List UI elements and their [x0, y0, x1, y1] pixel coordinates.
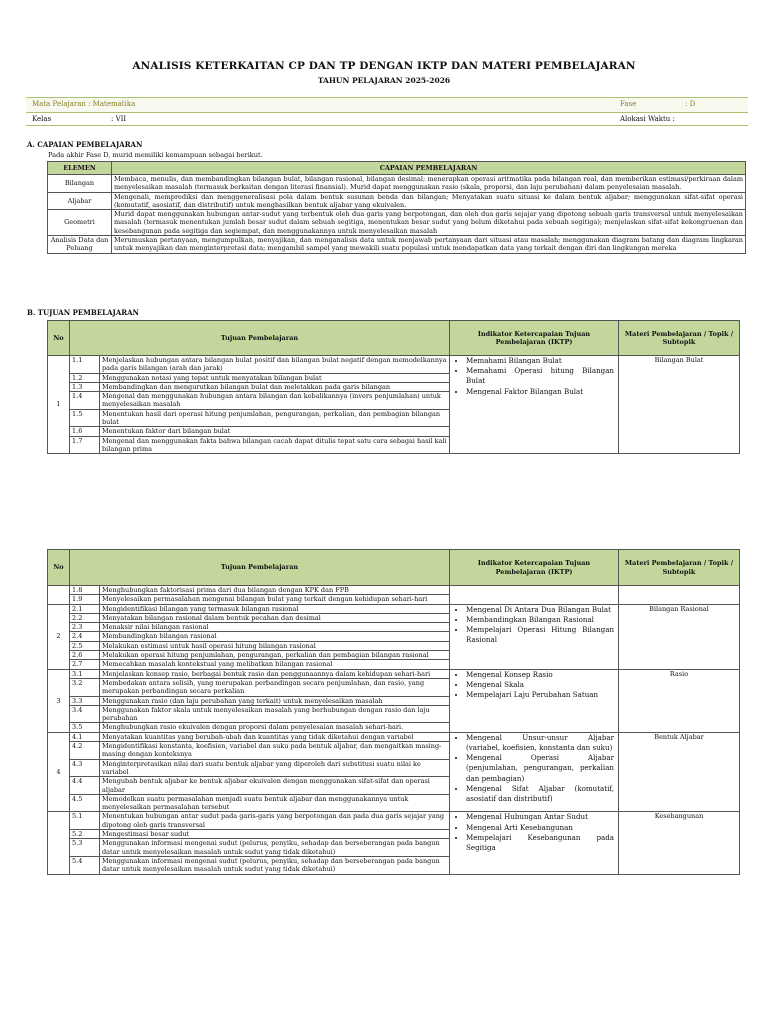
iktp-item: • Mengenal Konsep Rasio — [466, 670, 614, 680]
tp-number: 1.7 — [70, 436, 100, 454]
tp-text: Memodelkan suatu permasalahan menjadi suatu bentuk aljabar dan menggunakannya untuk menyelesaikan permasalahan tersebut — [100, 794, 450, 812]
cp-elemen: Geometri — [48, 210, 112, 236]
tp-header-no: No — [48, 550, 70, 586]
tp-number: 1.1 — [70, 356, 100, 374]
tp-text: Menggunakan faktor skala untuk menyelesaikan masalah yang berhubungan dengan rasio dan laju perubahan — [100, 705, 450, 723]
iktp-item: • Mempelajari Kesebangunan pada Segitiga — [466, 833, 614, 853]
tp-number: 1.5 — [70, 409, 100, 427]
materi-cell: Kesebangunan — [619, 812, 740, 874]
iktp-item: • Memahami Operasi hitung Bilangan Bulat — [466, 366, 614, 386]
tp-number: 4.5 — [70, 794, 100, 812]
tp-number: 2.7 — [70, 660, 100, 669]
tp-text: Menentukan hasil dari operasi hitung penjumlahan, pengurangan, perkalian, dan pembagian bilangan bulat — [100, 409, 450, 427]
tp-text: Menentukan faktor dari bilangan bulat — [100, 427, 450, 436]
tp-text: Menggunakan informasi mengenai sudut (pelurus, penyiku, sehadap dan berseberangan pada bangun datar untuk menyelesaikan masalah untuk sudut yang tidak diketahui) — [100, 839, 450, 857]
tp-table-1 — [47, 320, 740, 454]
tp-text: Melakukan estimasi untuk hasil operasi hitung bilangan rasional — [100, 641, 450, 650]
tp-text: Menginterpretasikan nilai dari suatu bentuk aljabar yang diperoleh dari substitusi suatu nilai ke variabel — [100, 759, 450, 777]
tp-text: Mengenal dan menggunakan fakta bahwa bilangan cacah dapat ditulis tepat satu cara sebagai hasil kali bilangan prima — [100, 436, 450, 454]
tp-text: Mengidentifikasi bilangan yang termasuk bilangan rasional — [100, 604, 450, 613]
cp-table — [47, 161, 746, 254]
cp-description: Mengenali, memprediksi dan menggeneralisasi pola dalam bentuk susunan benda dan bilangan; Menyatakan suatu situasi ke dalam bentuk aljabar; menggunakan sifat-sifat operasi (komutatif, asosiatif, dan distributif) untuk menghasilkan bentuk aljabar yang ekuivalen. — [112, 192, 746, 210]
section-a-intro: Pada akhir Fase D, murid memiliki kemampuan sebagai berikut. — [48, 151, 263, 159]
cp-description: Merumuskan pertanyaan, mengumpulkan, menyajikan, dan menganalisis data untuk menjawab pertanyaan dari situasi atau masalah; menggunakan diagram batang dan diagram lingkaran untuk menyajikan dan menginterpretasi data; mengambil sampel yang mewakili suatu populasi untuk mendapatkan data yang terkait dengan diri dan lingkungan mereka — [112, 236, 746, 254]
iktp-item: • Mengenal Arti Kesebangunan — [466, 823, 614, 833]
class-label: Kelas — [32, 115, 52, 123]
iktp-item: • Mengenal Sifat Aljabar (komutatif, asosiatif dan distributif) — [466, 784, 614, 804]
tp-number: 3.5 — [70, 723, 100, 732]
materi-cell — [619, 586, 740, 605]
tp-text: Mengubah bentuk aljabar ke bentuk aljabar ekuivalen dengan menggunakan sifat-sifat dan operasi aljabar — [100, 777, 450, 795]
tp-header-materi: Materi Pembelajaran / Topik / Subtopik — [619, 321, 740, 356]
tp-number: 2.6 — [70, 651, 100, 660]
section-b-heading: B. TUJUAN PEMBELAJARAN — [27, 308, 139, 317]
tp-text: Menjelaskan konsep rasio, berbagai bentuk rasio dan penggunaannya dalam kehidupan sehari-hari — [100, 669, 450, 678]
tp-row — [48, 356, 740, 374]
iktp-item: • Mengenal Faktor Bilangan Bulat — [466, 387, 614, 397]
materi-cell: Bilangan Bulat — [619, 356, 740, 454]
tp-number: 4.1 — [70, 732, 100, 741]
tp-number: 2.1 — [70, 604, 100, 613]
tp-number: 5.2 — [70, 830, 100, 839]
tp-number: 1.9 — [70, 595, 100, 604]
materi-cell: Rasio — [619, 669, 740, 732]
iktp-cell — [450, 586, 619, 605]
tp-number: 5.4 — [70, 856, 100, 874]
iktp-item: • Mengenal Skala — [466, 680, 614, 690]
info-row-2 — [26, 113, 748, 126]
tp-number: 5.3 — [70, 839, 100, 857]
tp-text: Menyelesaikan permasalahan mengenai bilangan bulat yang terkait dengan kehidupan sehari-hari — [100, 595, 450, 604]
tp-number: 1.3 — [70, 382, 100, 391]
tp-number: 1.4 — [70, 392, 100, 410]
cp-header-elemen: ELEMEN — [48, 162, 112, 175]
tp-number: 1.2 — [70, 373, 100, 382]
tp-row — [48, 669, 740, 678]
iktp-item: • Memahami Bilangan Bulat — [466, 356, 614, 366]
iktp-item: • Mengenal Di Antara Dua Bilangan Bulat — [466, 605, 614, 615]
tp-number: 2.5 — [70, 641, 100, 650]
section-a-heading: A. CAPAIAN PEMBELAJARAN — [27, 140, 143, 149]
tp-text: Melakukan operasi hitung penjumlahan, pengurangan, perkalian dan pembagian bilangan rasional — [100, 651, 450, 660]
phase-value: : D — [685, 100, 696, 108]
page-title: ANALISIS KETERKAITAN CP DAN TP DENGAN IKTP DAN MATERI PEMBELAJARAN — [132, 60, 636, 72]
group-number: 2 — [48, 604, 70, 669]
group-number: 3 — [48, 669, 70, 732]
tp-number: 3.1 — [70, 669, 100, 678]
tp-header-tujuan: Tujuan Pembelajaran — [70, 321, 450, 356]
tp-number: 4.2 — [70, 742, 100, 760]
tp-header-tujuan: Tujuan Pembelajaran — [70, 550, 450, 586]
iktp-cell — [450, 732, 619, 812]
cp-description: Membaca, menulis, dan membandingkan bilangan bulat, bilangan rasional, bilangan desimal; menerapkan operasi aritmatika pada bilangan real, dan memberikan estimasi/perkiraan dalam menyelesaikan masalah (termasuk berkaitan dengan literasi finansial). Murid dapat menggunakan rasio (skala, proporsi, dan laju perubahan) dalam penyelesaian masalah. — [112, 175, 746, 193]
iktp-cell — [450, 356, 619, 454]
tp-text: Mengidentifikasi konstanta, koefisien, variabel dan suku pada bentuk aljabar, dan mengaitkan masing-masing dengan konteksnya — [100, 742, 450, 760]
cp-row — [48, 175, 746, 193]
tp-header-materi: Materi Pembelajaran / Topik / Subtopik — [619, 550, 740, 586]
tp-text: Memecahkan masalah kontekstual yang melibatkan bilangan rasional — [100, 660, 450, 669]
cp-header-cp: CAPAIAN PEMBELAJARAN — [112, 162, 746, 175]
cp-elemen: Bilangan — [48, 175, 112, 193]
tp-row — [48, 586, 740, 595]
cp-elemen: Analisis Data dan Peluang — [48, 236, 112, 254]
cp-row — [48, 210, 746, 236]
tp-row — [48, 812, 740, 830]
iktp-cell — [450, 669, 619, 732]
group-number: 1 — [48, 356, 70, 454]
cp-row — [48, 236, 746, 254]
tp-number: 3.3 — [70, 696, 100, 705]
tp-number: 2.2 — [70, 613, 100, 622]
phase-label: Fase — [620, 100, 637, 108]
tp-number: 2.3 — [70, 623, 100, 632]
tp-text: Menaksir nilai bilangan rasional — [100, 623, 450, 632]
tp-header-no: No — [48, 321, 70, 356]
iktp-item: • Mengenal Hubungan Antar Sudut — [466, 812, 614, 822]
group-number — [48, 586, 70, 605]
cp-description: Murid dapat menggunakan hubungan antar-sudut yang terbentuk oleh dua garis yang berpotongan, dan oleh dua garis sejajar yang dipotong sebuah garis transversal untuk menyelesaikan masalah (termasuk menentukan jumlah besar sudut dalam sebuah segitiga, menentukan besar sudut yang belum diketahui pada sebuah segitiga); menjelaskan sifat-sifat kekongruenan dan kesebangunan pada segitiga dan segiempat, dan menggunakannya untuk menyelesaikan masalah — [112, 210, 746, 236]
tp-number: 3.2 — [70, 678, 100, 696]
iktp-item: • Mengenal Operasi Aljabar (penjumlahan, pengurangan, perkalian dan pembagian) — [466, 753, 614, 784]
info-row-1 — [26, 97, 748, 113]
subject-label: Mata Pelajaran : Matematika — [32, 100, 136, 108]
group-number — [48, 812, 70, 874]
tp-number: 1.8 — [70, 586, 100, 595]
tp-text: Menyatakan kuantitas yang berubah-ubah dan kuantitas yang tidak diketahui dengan variabel — [100, 732, 450, 741]
iktp-item: • Mempelajari Laju Perubahan Satuan — [466, 690, 614, 700]
time-allocation-label: Alokasi Waktu : — [620, 115, 675, 123]
tp-number: 4.3 — [70, 759, 100, 777]
tp-text: Membandingkan dan mengurutkan bilangan bulat dan meletakkan pada garis bilangan — [100, 382, 450, 391]
tp-table-2 — [47, 549, 740, 875]
tp-text: Menggunakan rasio (dan laju perubahan yang terkait) untuk menyelesaikan masalah — [100, 696, 450, 705]
iktp-cell — [450, 604, 619, 669]
tp-text: Menggunakan notasi yang tepat untuk menyatakan bilangan bulat — [100, 373, 450, 382]
iktp-item: • Mempelajari Operasi Hitung Bilangan Rasional — [466, 625, 614, 645]
tp-number: 3.4 — [70, 705, 100, 723]
cp-elemen: Aljabar — [48, 192, 112, 210]
group-number: 4 — [48, 732, 70, 812]
cp-row — [48, 192, 746, 210]
tp-text: Membandingkan bilangan rasional — [100, 632, 450, 641]
tp-text: Menyatakan bilangan rasional dalam bentuk pecahan dan desimal — [100, 613, 450, 622]
tp-text: Mengenal dan menggunakan hubungan antara bilangan dan kebalikannya (invers penjumlahan) untuk menyelesaikan masalah — [100, 392, 450, 410]
tp-text: Mengestimasi besar sudut — [100, 830, 450, 839]
iktp-item: • Membandingkan Bilangan Rasional — [466, 615, 614, 625]
tp-number: 5.1 — [70, 812, 100, 830]
class-value: : VII — [111, 115, 127, 123]
iktp-item: • Mengenal Unsur-unsur Aljabar (variabel, koefisien, konstanta dan suku) — [466, 733, 614, 753]
materi-cell: Bentuk Aljabar — [619, 732, 740, 812]
tp-header-iktp: Indikator Ketercapaian Tujuan Pembelajaran (IKTP) — [450, 321, 619, 356]
materi-cell: Bilangan Rasional — [619, 604, 740, 669]
tp-number: 2.4 — [70, 632, 100, 641]
tp-number: 4.4 — [70, 777, 100, 795]
tp-text: Menghubungkan faktorisasi prima dari dua bilangan dengan KPK dan FPB — [100, 586, 450, 595]
tp-text: Menghubungkan rasio ekuivalen dengan proporsi dalam penyelesaian masalah sehari-hari. — [100, 723, 450, 732]
iktp-cell — [450, 812, 619, 874]
tp-number: 1.6 — [70, 427, 100, 436]
tp-text: Menggunakan informasi mengenai sudut (pelurus, penyiku, sehadap dan berseberangan pada bangun datar untuk menyelesaikan masalah untuk sudut yang tidak diketahui) — [100, 856, 450, 874]
tp-text: Menjelaskan hubungan antara bilangan bulat positif dan bilangan bulat negatif dengan memodelkannya pada garis bilangan (arah dan jarak) — [100, 356, 450, 374]
page-subtitle: TAHUN PELAJARAN 2025-2026 — [317, 76, 451, 85]
tp-row — [48, 604, 740, 613]
tp-text: Membedakan antara selisih, yang merupakan perbandingan secara penjumlahan, dan rasio, yang merupakan perbandingan secara perkalian — [100, 678, 450, 696]
tp-text: Menentukan hubungan antar sudut pada garis-garis yang berpotongan dan pada dua garis sejajar yang dipotong oleh garis transversal — [100, 812, 450, 830]
tp-header-iktp: Indikator Ketercapaian Tujuan Pembelajaran (IKTP) — [450, 550, 619, 586]
tp-row — [48, 732, 740, 741]
